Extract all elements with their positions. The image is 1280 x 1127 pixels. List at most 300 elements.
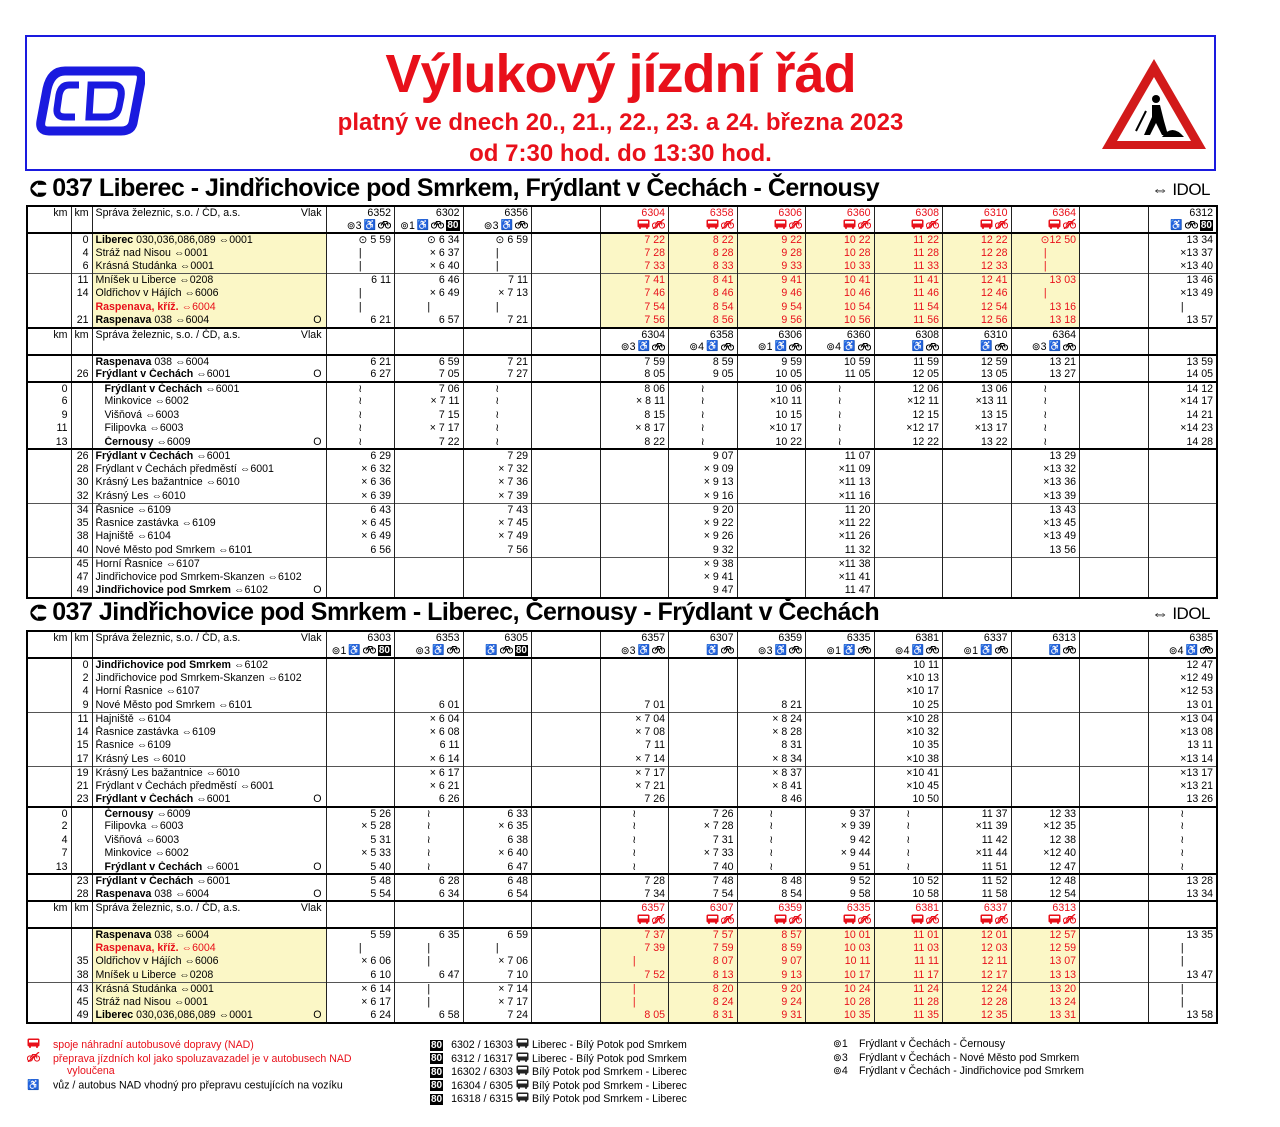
time-cell [874, 530, 943, 544]
station-info: ⇔6010 [148, 752, 186, 765]
time-cell: 6 47 [395, 969, 464, 983]
time-cell [943, 544, 1012, 558]
time-cell [1080, 955, 1149, 969]
time-cell: × 7 04 [600, 712, 669, 726]
station-row [27, 436, 1217, 450]
wheelchair-icon: ♿ [1048, 341, 1061, 352]
time-cell: ×14 23 [1148, 422, 1217, 436]
time-cell: 7 43 [463, 503, 532, 517]
time-cell [600, 530, 669, 544]
time-cell [532, 476, 601, 490]
station-info: ⇔6010 [202, 476, 240, 488]
station-name [92, 530, 326, 544]
time-cell [1080, 807, 1149, 821]
bicycle-icon [1200, 644, 1213, 657]
time-cell: 5 31 [326, 834, 395, 848]
time-cell: 6 58 [395, 1009, 464, 1023]
time-cell: 10 25 [874, 699, 943, 713]
time-cell: × 6 40 [395, 260, 464, 274]
bicycle-icon [363, 644, 376, 657]
km-value [71, 942, 92, 956]
legend-route: Bílý Potok pod Smrkem - Liberec [531, 1066, 687, 1079]
time-cell: 7 37 [600, 928, 669, 942]
bus-icon [843, 914, 856, 927]
bus-icon [516, 1065, 529, 1080]
station-info: ⇔0208 [176, 968, 214, 981]
time-cell [532, 1009, 601, 1023]
time-cell [326, 571, 395, 585]
time-cell: 12 54 [1011, 888, 1080, 902]
time-cell [532, 861, 601, 875]
wheelchair-icon: ♿ [706, 644, 719, 656]
time-cell [326, 685, 395, 699]
time-cell [532, 382, 601, 396]
time-cell: 6 46 [395, 274, 464, 288]
station-label: Liberec [95, 1009, 134, 1021]
time-cell [463, 739, 532, 753]
time-cell: 12 48 [1011, 874, 1080, 888]
time-cell [463, 753, 532, 767]
time-cell: 6 43 [326, 503, 395, 517]
time-cell: 8 46 [737, 793, 806, 807]
time-cell: 9 07 [737, 955, 806, 969]
time-cell [326, 726, 395, 740]
page-title: Výlukový jízdní řád [385, 44, 856, 104]
time-cell: × 6 39 [326, 490, 395, 504]
line-title-text: 037 Jindřichovice pod Smrkem - Liberec, Černousy - Frýdlant v Čechách [52, 598, 880, 626]
station-name [92, 753, 326, 767]
time-cell: 7 11 [600, 739, 669, 753]
station-name [92, 436, 326, 450]
time-cell: 9 42 [806, 834, 875, 848]
time-cell: × 6 49 [395, 287, 464, 301]
time-cell: 9 20 [737, 982, 806, 996]
km-value [27, 449, 71, 463]
passes-through-mark: | [1148, 301, 1217, 315]
legend-route-variant [833, 1038, 1005, 1052]
wheelchair-icon: ♿ [980, 644, 993, 656]
train-number: 6313 [1052, 902, 1076, 914]
time-cell [395, 584, 464, 598]
station-info: ⇔6102 [264, 671, 302, 684]
legend-symbol-item [25, 1079, 343, 1093]
station-label: Frýdlant v Čechách předměstí [95, 779, 237, 792]
time-cell [600, 463, 669, 477]
legend-symbol-item [25, 1065, 115, 1079]
time-cell: 6 35 [395, 928, 464, 942]
train-number: 6306 [778, 207, 802, 219]
route-variant-icon: ⊚1 [400, 219, 415, 232]
time-cell [600, 517, 669, 531]
time-cell [395, 530, 464, 544]
time-cell [395, 571, 464, 585]
time-cell: ×10 17 [737, 422, 806, 436]
time-cell [1080, 463, 1149, 477]
time-cell: × 9 44 [806, 847, 875, 861]
time-cell [395, 544, 464, 558]
bypass-mark: ≀ [463, 422, 532, 436]
station-row [27, 793, 1217, 807]
train-column-header [532, 901, 601, 928]
time-cell: 6 59 [463, 928, 532, 942]
train-features [809, 914, 871, 927]
train-number: 6385 [1189, 632, 1213, 644]
time-cell [532, 820, 601, 834]
time-cell [737, 557, 806, 571]
station-row [27, 409, 1217, 423]
time-cell: 6 34 [395, 888, 464, 902]
route-variant-icon: ⊚4 [894, 644, 910, 657]
time-cell [943, 584, 1012, 598]
time-cell: 10 11 [874, 658, 943, 672]
time-cell: 12 33 [943, 260, 1012, 274]
station-label: Stráž nad Nisou [95, 246, 171, 259]
route-variant-icon: ⊚3 [757, 644, 773, 657]
km-value [27, 766, 71, 780]
km-value [27, 544, 71, 558]
bicycle-icon [926, 341, 939, 354]
train-column-header [1148, 328, 1217, 355]
time-cell: 12 59 [1011, 942, 1080, 956]
time-cell [532, 436, 601, 450]
time-cell [1080, 355, 1149, 369]
time-cell: 10 15 [737, 409, 806, 423]
time-cell: 13 27 [1011, 368, 1080, 382]
time-cell: 12 33 [1011, 807, 1080, 821]
km-value [27, 685, 71, 699]
km-value [71, 382, 92, 396]
bypass-mark: ≀ [463, 382, 532, 396]
time-cell: × 8 41 [737, 780, 806, 794]
legend-route: Bílý Potok pod Smrkem - Liberec [531, 1079, 687, 1092]
time-cell [532, 793, 601, 807]
line-title-text: 037 Liberec - Jindřichovice pod Smrkem, Frýdlant v Čechách - Černousy [52, 174, 880, 202]
time-cell: 8 31 [669, 1009, 738, 1023]
train-column-header [806, 328, 875, 355]
legend-text: přeprava jízdních kol jako spoluzavazadel je v autobusech NAD [53, 1052, 352, 1065]
train-column-header [874, 901, 943, 928]
train-number: 6381 [915, 902, 939, 914]
train-column-header [395, 631, 464, 658]
bus-icon [516, 1038, 529, 1053]
time-cell: 7 27 [463, 368, 532, 382]
station-label: Jindřichovice pod Smrkem [95, 584, 231, 596]
time-cell [532, 807, 601, 821]
station-row [27, 530, 1217, 544]
bypass-mark: ≀ [463, 409, 532, 423]
time-cell [1080, 314, 1149, 328]
time-cell [1080, 247, 1149, 261]
time-cell: 10 24 [806, 982, 875, 996]
time-cell [806, 726, 875, 740]
km-value: 0 [71, 233, 92, 247]
train-number: 6310 [983, 207, 1008, 219]
station-info: ⇔6001 [193, 368, 231, 380]
station-info: ⇔6001 [202, 382, 240, 395]
train-number: 6358 [709, 328, 734, 341]
km-value: 9 [71, 699, 92, 713]
time-cell: ×11 38 [806, 557, 875, 571]
end-station-mark: O [313, 368, 322, 380]
time-cell [1080, 503, 1149, 517]
station-row [27, 355, 1217, 369]
km-value [27, 301, 71, 315]
time-cell [1080, 436, 1149, 450]
station-label: Jindřichovice pod Smrkem [95, 659, 231, 671]
bicycle-icon [1063, 644, 1076, 657]
station-row [27, 544, 1217, 558]
station-name [92, 888, 326, 902]
time-cell [600, 476, 669, 490]
station-row [27, 820, 1217, 834]
time-cell: 11 46 [874, 287, 943, 301]
wheelchair-icon: ♿ [774, 644, 787, 656]
bypass-mark: ≀ [737, 820, 806, 834]
station-label: Raspenava, kříž. [95, 941, 179, 954]
station-info: ⇔6001 [193, 793, 231, 805]
time-cell: 11 35 [874, 1009, 943, 1023]
time-cell: 9 59 [737, 355, 806, 369]
train-number: 6353 [435, 632, 460, 644]
time-cell: ×11 22 [806, 517, 875, 531]
time-cell: 7 01 [600, 699, 669, 713]
time-cell: 11 41 [874, 274, 943, 288]
train-features [1015, 644, 1077, 657]
time-cell: 6 27 [326, 368, 395, 382]
time-cell [1080, 490, 1149, 504]
time-cell: × 7 08 [600, 726, 669, 740]
km-value: 32 [71, 490, 92, 504]
time-cell [1011, 793, 1080, 807]
bus-connection-80-icon: 80 [515, 645, 527, 656]
station-label: Frýdlant v Čechách [95, 450, 194, 462]
bypass-mark: ≀ [395, 847, 464, 861]
km-value [71, 861, 92, 875]
time-cell: ×14 17 [1148, 395, 1217, 409]
route-variant-icon: ⊚4 [1168, 644, 1184, 657]
time-cell: × 6 17 [326, 996, 395, 1010]
time-cell [463, 557, 532, 571]
station-name [92, 260, 326, 274]
train-column-header [395, 206, 464, 233]
end-station-mark: O [313, 860, 322, 873]
bus-icon [1048, 219, 1061, 232]
time-cell [532, 571, 601, 585]
no-bicycle-icon [995, 914, 1008, 927]
time-cell [1080, 274, 1149, 288]
time-cell [737, 571, 806, 585]
station-info: ⇔0001 [176, 260, 214, 272]
km-value: 6 [71, 260, 92, 274]
bus-icon [911, 914, 924, 927]
bus-icon [706, 219, 719, 232]
station-info: ⇔6010 [202, 766, 240, 779]
no-bicycle-icon [1063, 219, 1076, 232]
time-cell: 7 57 [669, 928, 738, 942]
passes-through-mark: | [1148, 982, 1217, 996]
time-cell [737, 530, 806, 544]
time-cell [1080, 571, 1149, 585]
station-name [92, 766, 326, 780]
station-row [27, 395, 1217, 409]
station-info: ⇔6009 [153, 435, 191, 448]
time-cell: × 8 34 [737, 753, 806, 767]
time-cell: 7 54 [669, 888, 738, 902]
station-name [92, 287, 326, 301]
station-row [27, 969, 1217, 983]
station-label: Černousy [104, 435, 154, 448]
station-info: ⇔6003 [146, 422, 184, 434]
wheelchair-icon: ♿ [706, 341, 719, 352]
train-features [878, 341, 940, 354]
bicycle-icon [1063, 341, 1076, 354]
train-number: 6305 [504, 632, 528, 644]
train-column-header [395, 328, 464, 355]
time-cell: ×13 17 [1148, 766, 1217, 780]
time-cell [874, 557, 943, 571]
time-cell [395, 476, 464, 490]
train-number: 6335 [846, 902, 871, 914]
time-cell [1011, 658, 1080, 672]
station-name [92, 685, 326, 699]
km-header: km [27, 631, 71, 658]
legend-bus-link [428, 1052, 687, 1067]
station-name [92, 422, 326, 436]
station-row [27, 928, 1217, 942]
time-cell: 11 03 [874, 942, 943, 956]
time-cell: × 7 17 [395, 422, 464, 436]
time-cell: × 9 39 [806, 820, 875, 834]
time-cell: 8 31 [737, 739, 806, 753]
km-value: 30 [71, 476, 92, 490]
time-cell: 7 46 [600, 287, 669, 301]
time-cell: 13 56 [1011, 544, 1080, 558]
station-label: Stráž nad Nisou [95, 995, 171, 1008]
operator-label [92, 631, 326, 658]
station-info: ⇔6002 [151, 847, 189, 859]
time-cell: 7 28 [600, 247, 669, 261]
station-row [27, 233, 1217, 247]
bypass-mark: ≀ [395, 820, 464, 834]
station-info: ⇔6002 [151, 395, 189, 407]
station-row [27, 766, 1217, 780]
station-info: 030,036,086,089 ⇔0001 [133, 234, 253, 246]
station-name [92, 544, 326, 558]
bypass-mark: ≀ [737, 861, 806, 875]
time-cell: × 7 13 [463, 287, 532, 301]
station-row [27, 861, 1217, 875]
km-value: 47 [71, 571, 92, 585]
passes-through-mark: | [1148, 942, 1217, 956]
train-line-icon: ⮈ [30, 176, 47, 201]
time-cell [532, 544, 601, 558]
time-cell: 7 39 [600, 942, 669, 956]
bicycle-icon [858, 341, 871, 354]
time-cell [943, 726, 1012, 740]
time-cell [669, 685, 738, 699]
route-variant-icon: ⊚1 [757, 341, 773, 353]
time-cell: × 6 37 [395, 247, 464, 261]
bypass-mark: ≀ [806, 395, 875, 409]
station-info: ⇔6001 [202, 860, 240, 873]
km-value [27, 584, 71, 598]
route-variant-icon: ⊚3 [346, 219, 362, 232]
time-cell [1011, 712, 1080, 726]
train-column-header [669, 328, 738, 355]
km-value: 9 [27, 409, 71, 423]
route-variant-icon: ⊚4 [689, 341, 705, 353]
time-cell [532, 888, 601, 902]
train-number: 6364 [1052, 207, 1076, 219]
train-column-header [395, 901, 464, 928]
time-cell [1080, 739, 1149, 753]
time-cell: 13 34 [1148, 233, 1217, 247]
station-info: ⇔6107 [162, 557, 200, 570]
time-cell: 10 17 [806, 969, 875, 983]
passes-through-mark: | [326, 942, 395, 956]
time-cell [1080, 753, 1149, 767]
time-cell [1148, 449, 1217, 463]
time-cell [532, 557, 601, 571]
station-row [27, 476, 1217, 490]
station-row [27, 584, 1217, 598]
km-value: 49 [71, 584, 92, 598]
bypass-mark: ≀ [395, 861, 464, 875]
time-cell: 7 06 [395, 382, 464, 396]
time-cell: × 7 17 [463, 996, 532, 1010]
time-cell: 13 18 [1011, 314, 1080, 328]
time-cell: ×12 11 [874, 395, 943, 409]
time-cell: 6 48 [463, 874, 532, 888]
train-label: Vlak [300, 207, 322, 219]
time-cell: 7 22 [395, 436, 464, 450]
time-cell: 11 05 [806, 368, 875, 382]
route-variant-icon: ⊚1 [826, 644, 842, 657]
time-cell [1080, 584, 1149, 598]
time-cell: × 9 38 [669, 557, 738, 571]
passes-through-mark: | [463, 942, 532, 956]
km-value: 38 [71, 969, 92, 983]
time-cell: 10 54 [806, 301, 875, 315]
legend-route-variant [833, 1052, 1079, 1066]
train-features [809, 341, 871, 354]
end-station-mark: O [313, 584, 322, 596]
train-number: 6364 [1052, 328, 1076, 341]
time-cell: 8 20 [669, 982, 738, 996]
station-row [27, 847, 1217, 861]
time-cell: 9 46 [737, 287, 806, 301]
time-cell: 13 11 [1148, 739, 1217, 753]
bypass-mark: ≀ [600, 834, 669, 848]
train-features [672, 219, 734, 232]
train-number: 6310 [983, 328, 1008, 341]
time-cell: 12 22 [874, 436, 943, 450]
km-header: km [27, 901, 71, 928]
time-cell [532, 685, 601, 699]
bus-connection-80-icon: 80 [447, 220, 459, 231]
time-cell [737, 476, 806, 490]
time-cell: ×10 17 [874, 685, 943, 699]
station-label: Frýdlant v Čechách [104, 860, 203, 873]
time-cell: 9 13 [737, 969, 806, 983]
time-cell: 13 01 [1148, 699, 1217, 713]
km-value [27, 571, 71, 585]
time-cell [463, 571, 532, 585]
km-value: 45 [71, 996, 92, 1010]
station-label: Oldřichov v Hájích [95, 287, 182, 299]
station-name [92, 274, 326, 288]
time-cell: 7 22 [600, 233, 669, 247]
